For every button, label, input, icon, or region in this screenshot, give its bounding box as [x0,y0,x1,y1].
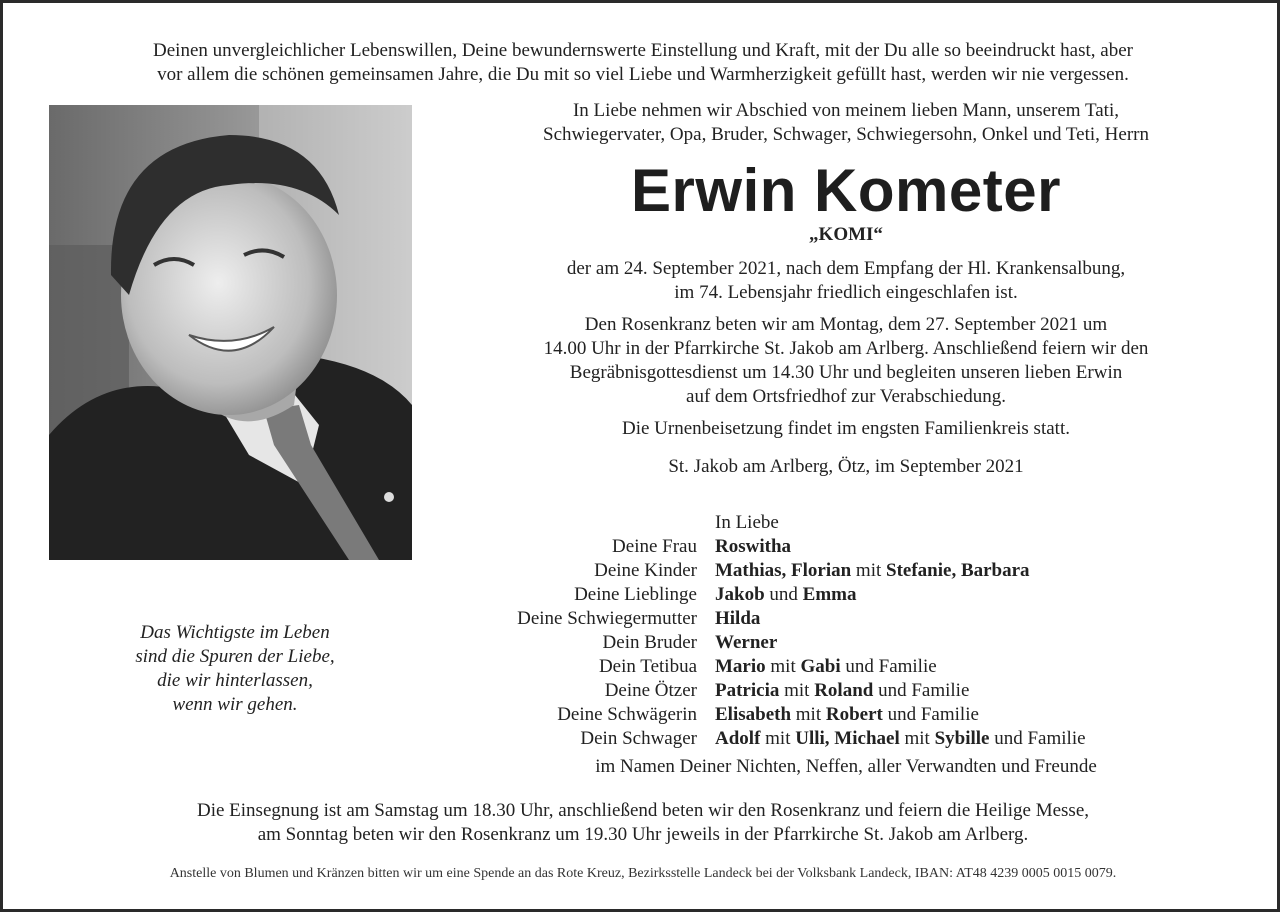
family-row [443,655,1249,679]
relative-names [715,655,1249,679]
relative-name: Emma [802,584,857,605]
family-row [443,631,1249,655]
place-date: St. Jakob am Arlberg, Ötz, im September 2021 [668,456,1024,477]
blessing-line-1: Die Einsegnung ist am Samstag um 18.30 Uhr, anschließend beten wir den Rosenkranz und feiern die Heilige Messe, [196,800,1090,821]
relation-label: Dein Schwager [580,728,697,749]
connector-text: mit [765,656,801,677]
relative-names [715,607,1249,631]
rosary-line-1: Den Rosenkranz beten wir am Montag, dem 27. September 2021 um [584,314,1108,335]
family-row [443,727,1249,751]
intro-line-2: vor allem die schönen gemeinsamen Jahre, die Du mit so viel Liebe und Warmherzigkeit gefüllt hast, werden wir nie vergessen. [157,64,1129,85]
quote-line-4: wenn wir gehen. [172,694,298,715]
connector-text: mit [760,728,796,749]
quote-line-1: Das Wichtigste im Leben [140,622,330,643]
announcement-body [443,257,1249,479]
connector-text: mit [791,704,826,725]
relative-name: Adolf [715,728,761,749]
farewell-line-2: Schwiegervater, Opa, Bruder, Schwager, Schwiegersohn, Onkel und Teti, Herrn [543,124,1149,145]
relative-names [715,727,1249,751]
relative-names [715,631,1249,655]
in-liebe-row [443,511,1249,535]
rosary-line-4: auf dem Ortsfriedhof zur Verabschiedung. [686,386,1006,407]
quote-line-3: die wir hinterlassen, [157,670,313,691]
family-row [443,607,1249,631]
family-row [443,535,1249,559]
relation-label: Deine Ötzer [604,680,697,701]
rosary-line-3: Begräbnisgottesdienst um 14.30 Uhr und begleiten unseren lieben Erwin [569,362,1123,383]
relative-names [715,703,1249,727]
rosary-announcement [443,313,1249,409]
relation-label: Deine Schwägerin [557,704,697,725]
in-liebe-label: In Liebe [715,512,779,533]
relative-name: Mathias, Florian [715,560,852,581]
relatives-line: im Namen Deiner Nichten, Neffen, aller Verwandten und Freunde [595,756,1097,777]
relation-label: Deine Schwiegermutter [517,608,697,629]
family-row [443,559,1249,583]
connector-text: mit [779,680,815,701]
relative-name: Elisabeth [715,704,792,725]
connector-text: und Familie [873,680,970,701]
relative-name: Roland [814,680,874,701]
connector-text: mit [899,728,935,749]
family-row [443,583,1249,607]
connector-text: mit [851,560,887,581]
relative-names [715,679,1249,703]
death-line-2: im 74. Lebensjahr friedlich eingeschlafen ist. [674,282,1018,303]
relative-name: Mario [715,656,766,677]
relation-label: Dein Tetibua [598,656,697,677]
intro-text [23,39,1263,87]
relative-name: Hilda [715,608,761,629]
connector-text: und Familie [840,656,937,677]
family-rows [443,535,1249,751]
portrait-photo [49,105,412,560]
connector-text: und Familie [989,728,1086,749]
connector-text: und [764,584,803,605]
farewell-line-1: In Liebe nehmen wir Abschied von meinem lieben Mann, unserem Tati, [572,100,1119,121]
deceased-nickname: „KOMI“ [809,224,883,245]
relative-name: Roswitha [715,536,792,557]
relative-name: Jakob [715,584,765,605]
relation-label: Deine Lieblinge [574,584,697,605]
relative-name: Ulli, Michael [795,728,900,749]
main-column [443,99,1249,487]
relative-name: Werner [715,632,778,653]
blessing-line-2: am Sonntag beten wir den Rosenkranz um 19.30 Uhr jeweils in der Pfarrkirche St. Jakob am Arlberg. [257,824,1029,845]
urn-burial-text: Die Urnenbeisetzung findet im engsten Familienkreis statt. [622,418,1070,439]
blessing-text [23,799,1263,847]
donation-note: Anstelle von Blumen und Kränzen bitten wir um eine Spende an das Rote Kreuz, Bezirksstelle Landeck bei der Volksbank Landeck, IBAN: AT48 4239 0005 0015 0079. [169,866,1117,881]
relative-name: Patricia [715,680,780,701]
relative-name: Robert [825,704,883,725]
relative-name: Sybille [934,728,990,749]
relative-names [715,559,1249,583]
death-announcement [443,257,1249,305]
farewell-text [443,99,1249,147]
relation-label: Dein Bruder [602,632,697,653]
relative-name: Stefanie, Barbara [886,560,1030,581]
memorial-quote [49,621,421,717]
relation-label: Deine Frau [612,536,697,557]
relation-label: Deine Kinder [594,560,697,581]
deceased-name: Erwin Kometer [631,157,1061,224]
connector-text: und Familie [882,704,979,725]
quote-line-2: sind die Spuren der Liebe, [135,646,335,667]
family-row [443,703,1249,727]
family-row [443,679,1249,703]
relative-name: Gabi [800,656,841,677]
intro-line-1: Deinen unvergleichlicher Lebenswillen, Deine bewundernswerte Einstellung und Kraft, mit der Du alle so beeindruckt hast, aber [153,40,1133,61]
death-line-1: der am 24. September 2021, nach dem Empfang der Hl. Krankensalbung, [566,258,1126,279]
relative-names [715,535,1249,559]
family-list [443,511,1249,779]
rosary-line-2: 14.00 Uhr in der Pfarrkirche St. Jakob am Arlberg. Anschließend feiern wir den [543,338,1149,359]
relative-names [715,583,1249,607]
